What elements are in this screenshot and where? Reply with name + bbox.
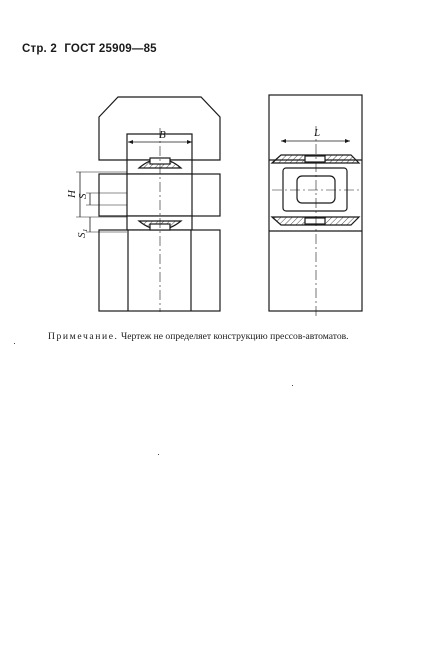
right-cavity-outer (283, 168, 347, 211)
dim-s-label: S (77, 193, 89, 199)
dim-h-label: H (66, 190, 78, 198)
note-label: Примечание. (48, 331, 119, 342)
scan-speck (14, 343, 15, 344)
note-text: Чертеж не определяет конструкцию прессов-автоматов. (120, 331, 349, 342)
scan-speck (158, 454, 159, 455)
dim-b-label: B (159, 129, 166, 141)
standard-number: ГОСТ 25909—85 (64, 43, 157, 55)
scan-speck (292, 385, 293, 386)
dim-l-label: L (314, 127, 321, 139)
left-lower-base (99, 230, 220, 311)
left-work-zone (99, 174, 220, 216)
page-number: Стр. 2 (22, 43, 57, 55)
drawing-note (48, 331, 349, 342)
dim-s1-label: S₁ (76, 228, 88, 238)
left-view (76, 97, 220, 312)
